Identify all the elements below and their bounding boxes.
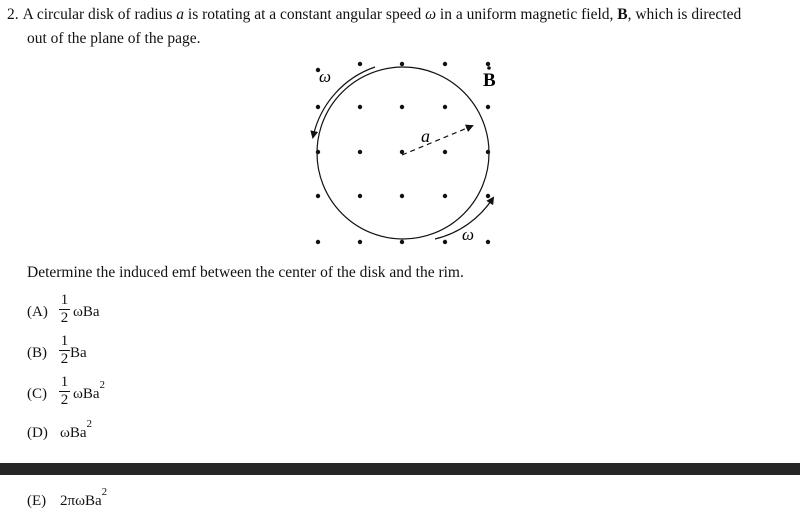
prompt-text: Determine the induced emf between the center of the disk and the rim. bbox=[27, 264, 464, 281]
choice-d-label: (D) bbox=[27, 425, 48, 441]
omega-symbol: ω bbox=[425, 6, 437, 23]
choice-e-expr-base: 2πωBa bbox=[60, 493, 102, 509]
choice-a-fraction bbox=[59, 292, 70, 327]
choice-a-numerator: 1 bbox=[60, 292, 69, 308]
choice-a-denominator: 2 bbox=[60, 310, 69, 326]
question-text-part2: is rotating at a constant angular speed bbox=[184, 6, 426, 23]
choice-c-expr-base: ωBa bbox=[73, 386, 100, 402]
omega-label-bottom: ω bbox=[462, 225, 475, 244]
field-label-dot bbox=[487, 66, 491, 70]
field-dot-grid bbox=[316, 62, 490, 244]
question-text bbox=[7, 3, 797, 51]
choice-d-expression bbox=[60, 418, 93, 442]
choice-b-expression: Ba bbox=[70, 345, 87, 361]
choice-c-exponent: 2 bbox=[99, 379, 106, 391]
choice-a-expression: ωBa bbox=[73, 304, 100, 320]
choice-d-exponent: 2 bbox=[86, 418, 93, 430]
question-text-line2: out of the plane of the page. bbox=[27, 30, 201, 47]
field-label: B bbox=[483, 70, 496, 91]
question-text-part4: , which is directed bbox=[627, 6, 742, 23]
choice-c-label: (C) bbox=[27, 386, 47, 402]
question-text-part3: in a uniform magnetic field, bbox=[436, 6, 618, 23]
radius-label: a bbox=[421, 126, 430, 146]
choice-b-numerator: 1 bbox=[60, 333, 69, 349]
choice-a-label: (A) bbox=[27, 304, 48, 320]
question-text-part1: A circular disk of radius bbox=[22, 6, 177, 23]
choice-e-expression bbox=[60, 486, 108, 510]
question-number: 2. bbox=[7, 6, 19, 23]
choice-e-label: (E) bbox=[27, 493, 47, 509]
choice-b-label: (B) bbox=[27, 345, 47, 361]
choice-c-denominator: 2 bbox=[60, 392, 69, 408]
choice-c-expression bbox=[73, 379, 106, 403]
radius-line bbox=[402, 126, 472, 155]
page-divider-bar bbox=[0, 463, 800, 475]
rotating-disk-figure bbox=[290, 52, 520, 257]
field-symbol: B bbox=[617, 6, 628, 23]
choice-d-expr-base: ωBa bbox=[60, 425, 87, 441]
choice-c-numerator: 1 bbox=[60, 374, 69, 390]
choice-e-exponent: 2 bbox=[101, 486, 108, 498]
omega-label-top: ω bbox=[319, 67, 332, 86]
choice-b-fraction bbox=[59, 333, 70, 368]
radius-symbol: a bbox=[176, 6, 185, 23]
choice-b-denominator: 2 bbox=[60, 351, 69, 367]
choice-c-fraction bbox=[59, 374, 70, 409]
